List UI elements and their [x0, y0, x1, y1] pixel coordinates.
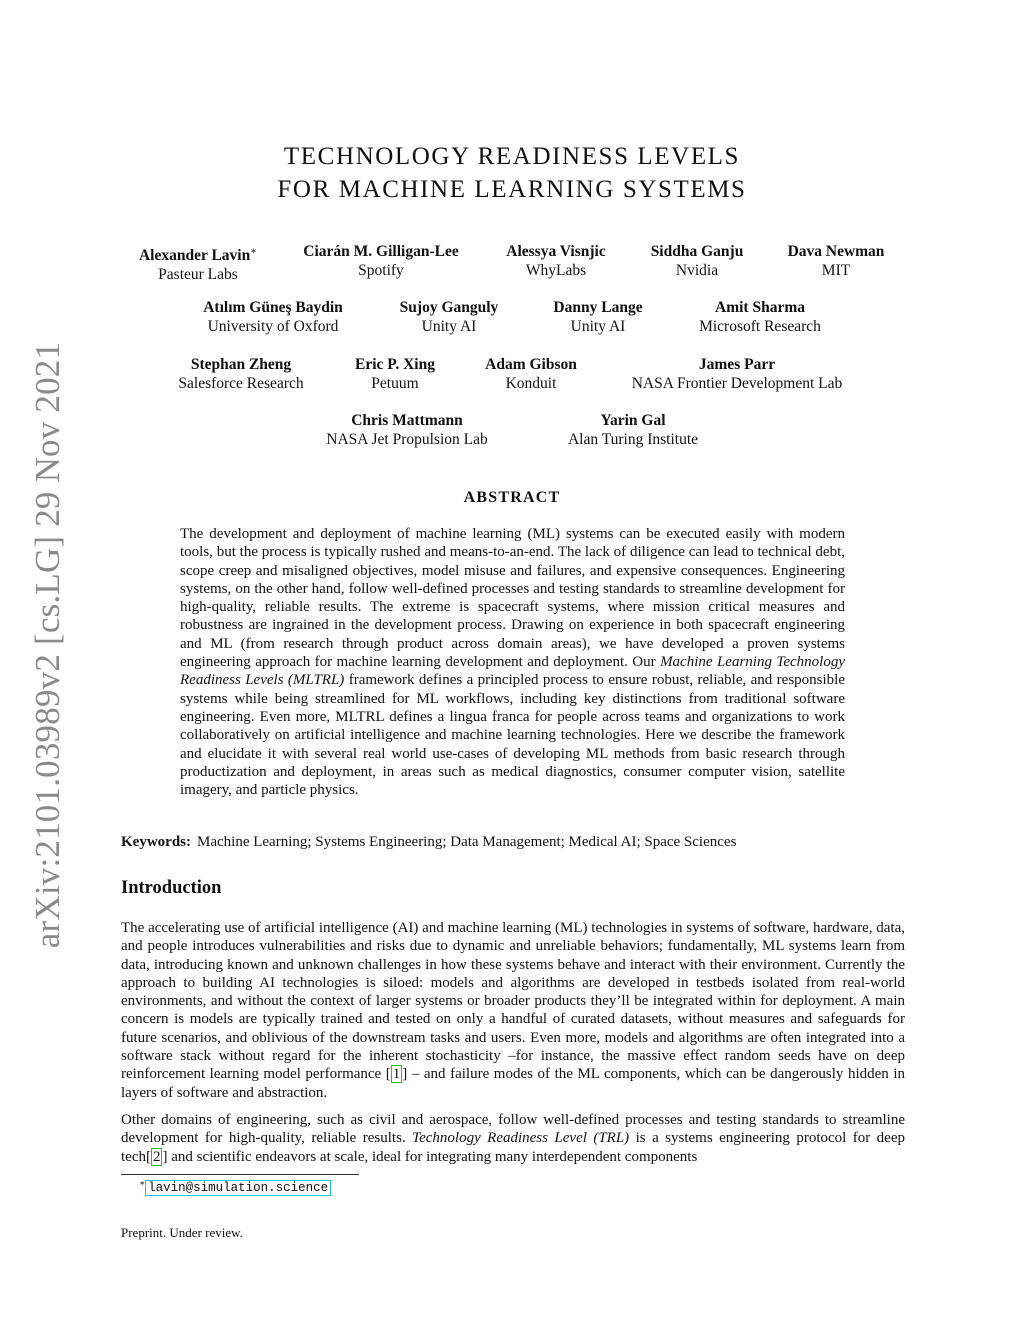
title-line-2: FOR MACHINE LEARNING SYSTEMS: [277, 176, 747, 203]
author-name: Stephan Zheng: [190, 356, 292, 373]
author-block: [651, 243, 744, 280]
paper-title: [0, 140, 1024, 206]
preprint-notice: Preprint. Under review.: [121, 1225, 243, 1240]
author-name: Alessya Visnjic: [506, 243, 606, 260]
author-affiliation: MIT: [821, 261, 851, 279]
citation-link[interactable]: 1: [392, 1066, 401, 1083]
author-affiliation: NASA Jet Propulsion Lab: [326, 430, 488, 448]
author-block: [203, 299, 343, 336]
abstract-italic-term: Machine Learning Technology Readiness Levels (MLTRL): [180, 654, 845, 689]
author-affiliation: Unity AI: [570, 317, 626, 335]
keywords-line: [121, 834, 905, 851]
author-name: Yarin Gal: [600, 412, 666, 429]
author-block: [506, 243, 605, 280]
email-link[interactable]: lavin@simulation.science: [145, 1180, 331, 1196]
author-affiliation: Spotify: [358, 261, 404, 279]
author-name: Siddha Ganju: [650, 243, 744, 260]
author-name: Alexander Lavin∗: [138, 246, 258, 265]
arxiv-identifier-stamp: arXiv:2101.03989v2 [cs.LG] 29 Nov 2021: [28, 341, 67, 949]
author-affiliation: Petuum: [371, 374, 419, 392]
author-block: [632, 356, 843, 393]
author-name: Danny Lange: [553, 299, 643, 316]
paragraph-text: is a systems engineering protocol for deep tech: [121, 1130, 905, 1165]
paragraph-text: – and failure modes of the ML components, which can be dangerously hidden in layers of software and abstraction.: [121, 1066, 905, 1101]
author-block: [326, 412, 487, 449]
author-affiliation: NASA Frontier Development Lab: [631, 374, 843, 392]
author-block: [568, 412, 698, 449]
footnote-marker: ∗: [250, 246, 258, 257]
footnote-marker: ∗: [139, 1178, 146, 1188]
title-line-1: TECHNOLOGY READINESS LEVELS: [283, 143, 741, 170]
abstract-text: The development and deployment of machine learning (ML) systems can be executed easily with modern tools, but the process is typically rushed and means-to-an-end. The lack of diligence can lead to technical debt, scope creep and misaligned objectives, model misuse and failures, and expensive consequences. Engineering systems, on the other hand, follow well-defined processes and testing standards to streamline development for high-quality, reliable results. The extreme is spacecraft systems, where mission critical measures and robustness are ingrained in the development process. Drawing on experience in both spacecraft engineering and ML (from research through product across domain areas), we have developed a proven systems engineering approach for machine learning development and deployment. Our: [180, 526, 845, 671]
section-heading-introduction: Introduction: [121, 878, 222, 898]
intro-paragraph-2: Other domains of engineering, such as civil and aerospace, follow well-defined processes and testing standards to streamline development for high-quality, reliable results. Technology Readiness Level (TRL) is a systems engineering protocol for deep tech[ 2 ] and scientific endeavors at scale, ideal for integrating many interdependent components: [121, 1112, 905, 1165]
abstract-heading: ABSTRACT: [463, 489, 561, 506]
author-affiliation: Salesforce Research: [178, 374, 304, 392]
paragraph-text: The accelerating use of artificial intelligence (AI) and machine learning (ML) technologies in systems of software, hardware, data, and people introduces vulnerabilities and risks due to dynamic and unreliable behaviors; fundamentally, ML systems learn from data, introducing known and unknown challenges in how these systems behave and interact with their environment. Currently the approach to building AI technologies is siloed: models and algorithms are developed in testbeds isolated from real-world environments, and without the context of larger systems or broader products they’ll be integrated within for deployment. A main concern is models are typically trained and tested on only a handful of curated datasets, without measures and safeguards for future scenarios, and oblivious of the downstream tasks and users. Even more, models and algorithms are often integrated into a software stack without regard for the inherent stochasticity –for instance, the massive effect random seeds have on deep reinforcement learning model performance: [121, 920, 905, 1083]
author-block: [400, 299, 499, 336]
author-block: [355, 356, 435, 393]
author-name: James Parr: [698, 356, 776, 373]
author-block: [303, 243, 458, 280]
author-name: Atılım Güneş Baydin: [203, 299, 343, 316]
author-block: [699, 299, 821, 336]
author-affiliation: Pasteur Labs: [158, 265, 238, 283]
author-name: Sujoy Ganguly: [399, 299, 499, 316]
paragraph-italic-term: Technology Readiness Level (TRL): [412, 1130, 630, 1147]
author-affiliation: University of Oxford: [207, 317, 339, 335]
author-affiliation: Alan Turing Institute: [567, 430, 699, 448]
keywords-label: Keywords:: [121, 834, 191, 850]
author-name: Ciarán M. Gilligan-Lee: [303, 243, 459, 260]
keywords-text: Machine Learning; Systems Engineering; Data Management; Medical AI; Space Sciences: [197, 834, 737, 850]
author-block: [553, 299, 642, 336]
intro-paragraph-1: The accelerating use of artificial intelligence (AI) and machine learning (ML) technologies in systems of software, hardware, data, and people introduces vulnerabilities and risks due to dynamic and unreliable behaviors; fundamentally, ML systems learn from data, introducing known and unknown challenges in how these systems behave and interact with their environment. Currently the approach to building AI technologies is siloed: models and algorithms are developed in testbeds isolated from real-world environments, and without the context of larger systems or broader products they’ll be integrated within for deployment. A main concern is models are typically trained and tested on only a handful of curated datasets, without measures and safeguards for future scenarios, and oblivious of the downstream tasks and users. Even more, models and algorithms are often integrated into a software stack without regard for the inherent stochasticity –for instance, the massive effect random seeds have on deep reinforcement learning model performance [ 1 ] – and failure modes of the ML components, which can be dangerously hidden in layers of software and abstraction.: [121, 920, 905, 1101]
author-name: Eric P. Xing: [355, 356, 435, 373]
paragraph-text: Other domains of engineering, such as civil and aerospace, follow well-defined processes and testing standards to streamline development for high-quality, reliable results.: [121, 1112, 905, 1147]
footnote-rule: [121, 1174, 359, 1175]
author-block: [485, 356, 577, 393]
paragraph-text: and scientific endeavors at scale, ideal for integrating many interdependent components: [167, 1148, 698, 1165]
author-affiliation: Microsoft Research: [699, 317, 821, 335]
author-affiliation: WhyLabs: [525, 261, 587, 279]
author-name: Amit Sharma: [715, 299, 805, 316]
footnote: [139, 1178, 331, 1195]
author-block: [178, 356, 303, 393]
citation-link[interactable]: 2: [152, 1148, 161, 1165]
author-name: Chris Mattmann: [351, 412, 463, 429]
author-name: Adam Gibson: [485, 356, 577, 373]
author-affiliation: Unity AI: [421, 317, 477, 335]
author-affiliation: Nvidia: [675, 261, 719, 279]
author-block: [139, 243, 257, 284]
author-name: Dava Newman: [787, 243, 885, 260]
author-affiliation: Konduit: [505, 374, 557, 392]
author-block: [788, 243, 885, 280]
abstract-text: framework defines a principled process to ensure robust, reliable, and responsible systems while being streamlined for ML workflows, including key distinctions from traditional software engineering. Even more, MLTRL defines a lingua franca for people across teams and organizations to work collaboratively on artificial intelligence and machine learning technologies. Here we describe the framework and elucidate it with several real world use-cases of developing ML methods from basic research through productization and deployment, in areas such as medical diagnostics, consumer computer vision, satellite imagery, and particle physics.: [180, 672, 845, 799]
abstract-body: [180, 525, 845, 799]
